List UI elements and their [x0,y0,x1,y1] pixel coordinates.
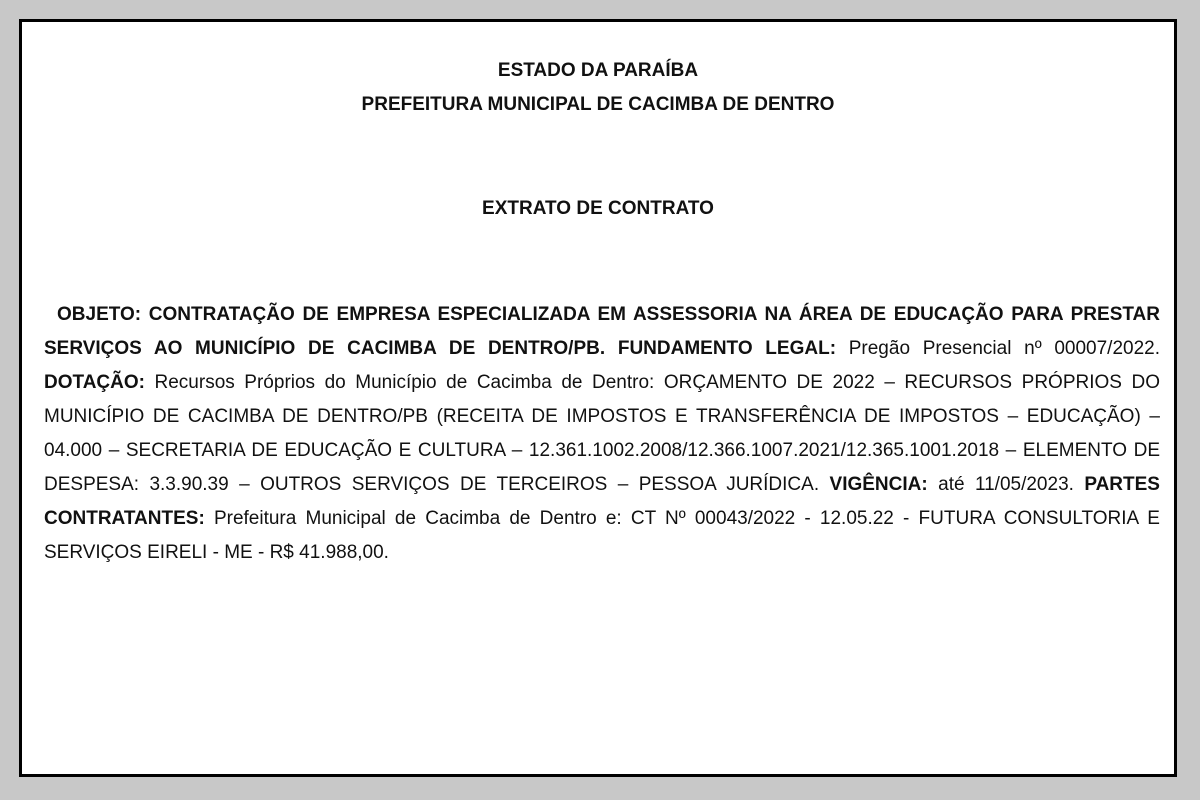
objeto-text: CONTRATAÇÃO DE EMPRESA ESPECIALIZADA EM ASSESSORIA NA ÁREA DE EDUCAÇÃO PARA PRESTAR SERVIÇOS AO MUNICÍPIO DE CACIMBA DE DENTRO/PB. [44,304,1160,359]
dotacao-text: Recursos Próprios do Município de Cacimba de Dentro: ORÇAMENTO DE 2022 – RECURSOS PRÓPRIOS DO MUNICÍPIO DE CACIMBA DE DENTRO/PB (RECEITA DE IMPOSTOS E TRANSFERÊNCIA DE IMPOSTOS – EDUCAÇÃO) – 04.000 – SECRETARIA DE EDUCAÇÃO E CULTURA – 12.361.1002.2008/12.366.1007.2021/12.365.1001.2018 – ELEMENTO DE DESPESA: 3.3.90.39 – OUTROS SERVIÇOS DE TERCEIROS – PESSOA JURÍDICA. [44,372,1160,495]
municipality-heading: PREFEITURA MUNICIPAL DE CACIMBA DE DENTRO [361,94,835,115]
document-title: EXTRATO DE CONTRATO [482,198,714,219]
document-page [19,19,1177,777]
fundamento-label: FUNDAMENTO LEGAL: [617,338,837,359]
dotacao-label: DOTAÇÃO: [44,372,145,393]
vigencia-label: VIGÊNCIA: [829,474,928,495]
vigencia-text: até 11/05/2023. [927,474,1085,495]
partes-text: Prefeitura Municipal de Cacimba de Dentro e: CT Nº 00043/2022 - 12.05.22 - FUTURA CONSULTORIA E SERVIÇOS EIRELI - ME - R$ 41.988,00. [44,508,1160,563]
objeto-label: OBJETO: [57,304,142,325]
state-heading: ESTADO DA PARAÍBA [497,60,699,81]
fundamento-text: Pregão Presencial nº 00007/2022. [836,338,1161,359]
contract-extract-body [44,298,1160,570]
partes-label: PARTES CONTRATANTES: [44,474,1160,529]
